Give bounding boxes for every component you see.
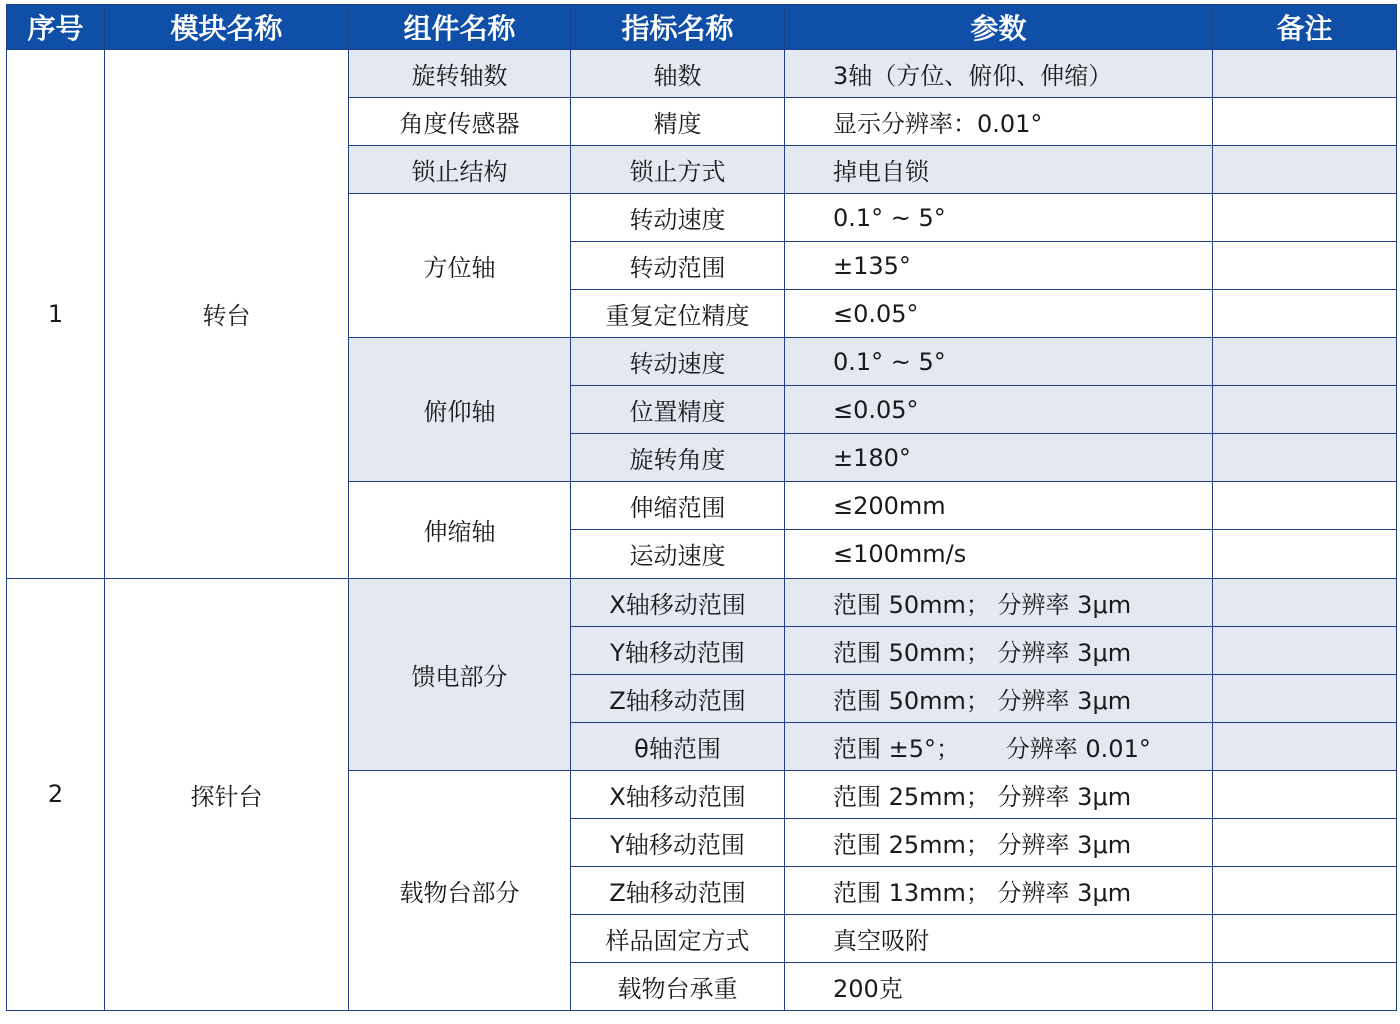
remark-cell xyxy=(1213,290,1397,338)
metric-name-cell: θ轴范围 xyxy=(571,722,785,770)
component-name-cell: 载物台部分 xyxy=(349,770,571,1010)
module-name-cell: 探针台 xyxy=(105,578,349,1010)
remark-cell xyxy=(1213,386,1397,434)
metric-name-cell: 转动速度 xyxy=(571,194,785,242)
param-value-cell: 范围 13mm； 分辨率 3μm xyxy=(785,866,1213,914)
row-index-cell: 2 xyxy=(7,578,105,1010)
remark-cell xyxy=(1213,626,1397,674)
component-name-cell: 馈电部分 xyxy=(349,578,571,770)
metric-name-cell: 旋转角度 xyxy=(571,434,785,482)
remark-cell xyxy=(1213,914,1397,962)
metric-name-cell: 位置精度 xyxy=(571,386,785,434)
remark-cell xyxy=(1213,146,1397,194)
header-remark: 备注 xyxy=(1213,5,1397,50)
spec-table xyxy=(6,4,1397,1011)
table-row xyxy=(7,578,1397,626)
param-value-cell: 3轴（方位、俯仰、伸缩） xyxy=(785,50,1213,98)
param-value-cell: ≤0.05° xyxy=(785,386,1213,434)
param-value-cell: 掉电自锁 xyxy=(785,146,1213,194)
remark-cell xyxy=(1213,578,1397,626)
component-name-cell: 方位轴 xyxy=(349,194,571,338)
param-value-cell: 0.1° ~ 5° xyxy=(785,338,1213,386)
header-component: 组件名称 xyxy=(349,5,571,50)
metric-name-cell: 锁止方式 xyxy=(571,146,785,194)
remark-cell xyxy=(1213,50,1397,98)
param-value-cell: 0.1° ~ 5° xyxy=(785,194,1213,242)
param-value-cell: 范围 ±5°； 分辨率 0.01° xyxy=(785,722,1213,770)
param-value-cell: 范围 25mm； 分辨率 3μm xyxy=(785,818,1213,866)
remark-cell xyxy=(1213,242,1397,290)
metric-name-cell: X轴移动范围 xyxy=(571,578,785,626)
metric-name-cell: 精度 xyxy=(571,98,785,146)
metric-name-cell: Y轴移动范围 xyxy=(571,818,785,866)
param-value-cell: 显示分辨率：0.01° xyxy=(785,98,1213,146)
metric-name-cell: X轴移动范围 xyxy=(571,770,785,818)
remark-cell xyxy=(1213,98,1397,146)
metric-name-cell: 转动速度 xyxy=(571,338,785,386)
remark-cell xyxy=(1213,194,1397,242)
table-body xyxy=(7,50,1397,1011)
component-name-cell: 角度传感器 xyxy=(349,98,571,146)
param-value-cell: 真空吸附 xyxy=(785,914,1213,962)
component-name-cell: 锁止结构 xyxy=(349,146,571,194)
header-row xyxy=(7,5,1397,50)
param-value-cell: ≤0.05° xyxy=(785,290,1213,338)
remark-cell xyxy=(1213,866,1397,914)
metric-name-cell: 伸缩范围 xyxy=(571,482,785,530)
metric-name-cell: 重复定位精度 xyxy=(571,290,785,338)
header-param: 参数 xyxy=(785,5,1213,50)
param-value-cell: 200克 xyxy=(785,962,1213,1010)
remark-cell xyxy=(1213,674,1397,722)
param-value-cell: ±135° xyxy=(785,242,1213,290)
row-index-cell: 1 xyxy=(7,50,105,579)
metric-name-cell: 轴数 xyxy=(571,50,785,98)
metric-name-cell: Z轴移动范围 xyxy=(571,866,785,914)
param-value-cell: 范围 50mm； 分辨率 3μm xyxy=(785,578,1213,626)
param-value-cell: ≤100mm/s xyxy=(785,530,1213,578)
module-name-cell: 转台 xyxy=(105,50,349,579)
param-value-cell: 范围 25mm； 分辨率 3μm xyxy=(785,770,1213,818)
remark-cell xyxy=(1213,530,1397,578)
table-row xyxy=(7,50,1397,98)
metric-name-cell: 样品固定方式 xyxy=(571,914,785,962)
component-name-cell: 俯仰轴 xyxy=(349,338,571,482)
header-index: 序号 xyxy=(7,5,105,50)
metric-name-cell: Y轴移动范围 xyxy=(571,626,785,674)
param-value-cell: 范围 50mm； 分辨率 3μm xyxy=(785,674,1213,722)
header-metric: 指标名称 xyxy=(571,5,785,50)
remark-cell xyxy=(1213,338,1397,386)
remark-cell xyxy=(1213,818,1397,866)
remark-cell xyxy=(1213,962,1397,1010)
component-name-cell: 伸缩轴 xyxy=(349,482,571,578)
remark-cell xyxy=(1213,722,1397,770)
metric-name-cell: Z轴移动范围 xyxy=(571,674,785,722)
param-value-cell: 范围 50mm； 分辨率 3μm xyxy=(785,626,1213,674)
param-value-cell: ±180° xyxy=(785,434,1213,482)
component-name-cell: 旋转轴数 xyxy=(349,50,571,98)
metric-name-cell: 运动速度 xyxy=(571,530,785,578)
param-value-cell: ≤200mm xyxy=(785,482,1213,530)
metric-name-cell: 转动范围 xyxy=(571,242,785,290)
metric-name-cell: 载物台承重 xyxy=(571,962,785,1010)
remark-cell xyxy=(1213,482,1397,530)
header-module: 模块名称 xyxy=(105,5,349,50)
remark-cell xyxy=(1213,434,1397,482)
remark-cell xyxy=(1213,770,1397,818)
